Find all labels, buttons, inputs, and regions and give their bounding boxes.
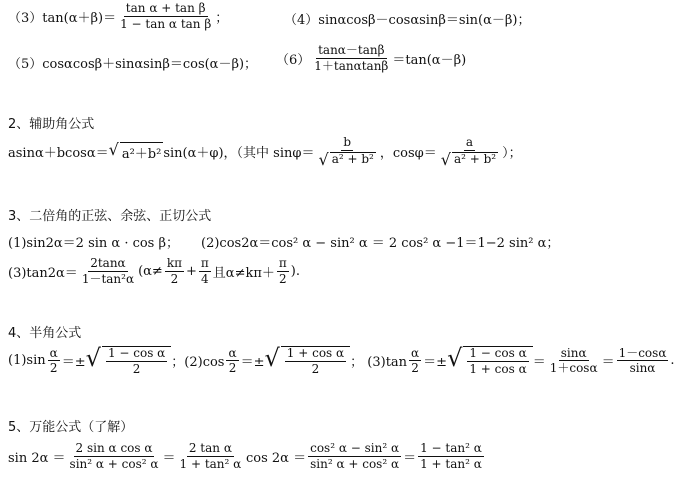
- formula-label: （3）: [8, 10, 43, 26]
- formula-lhs: tan(α＋β)＝: [42, 10, 117, 26]
- section-heading-half-angle: 4、半角公式: [8, 326, 82, 341]
- formula-4: （4） sinαcosβ－cosαsinβ＝sin(α－β)；: [284, 9, 530, 28]
- formula-universal-cos: cos 2α ＝ $\frac{\text{cos² α − sin² α}}{\text{sin² α + cos² α}}$ ＝ $\frac{\text{1 − tan² α}}{\text{1 + tan² α}}$: [246, 441, 482, 471]
- formula-double-tan: (3)tan2α＝ $\frac{2\tan\alpha}{\text{1－tan²α}}$ (α≠ $\frac{k\pi}{2}$ + $\frac{\pi}{4}$ 且α≠kπ＋ $\frac{\pi}{2}$ ).: [8, 256, 300, 286]
- fraction: $\frac{\pi}{4}$: [200, 256, 209, 286]
- sqrt: √ $\frac{\text{1 − cos α}}{\text{1 + cos α}}$: [447, 346, 533, 375]
- formula-label: （5）: [8, 57, 43, 72]
- section-heading-auxiliary: 2、辅助角公式: [8, 117, 95, 132]
- formula-auxiliary: asinα＋bcosα＝ √ a²＋b² sin(α＋φ)，（其中 sinφ＝ b √ a² + b² ，cosφ＝ a √ a² + b² ）；: [8, 135, 522, 169]
- section-heading-double-angle: 3、二倍角的正弦、余弦、正切公式: [8, 209, 212, 224]
- fraction: $\frac{\pi}{2}$: [278, 256, 287, 286]
- section-heading-universal: 5、万能公式（了解）: [8, 420, 134, 435]
- sqrt: √ $\frac{\text{1 − cos α}}{2}$: [86, 346, 172, 375]
- formula-double-cos: (2)cos2α＝cos² α − sin² α ＝ 2 cos² α −1＝1−2 sin² α；: [201, 236, 560, 251]
- fraction: $\frac{\alpha}{2}$: [49, 345, 58, 376]
- formula-label: （4）: [284, 13, 319, 28]
- fraction: $\frac{\text{2 sin α cos α}}{\text{sin² α + cos² α}}$: [69, 441, 159, 471]
- fraction: $\frac{\text{2 tan α}}{\text{1 + tan² α}}$: [179, 441, 242, 471]
- formula-label: （6）: [276, 52, 311, 68]
- fraction: a √ a² + b²: [440, 135, 497, 169]
- fraction: $\frac{\alpha}{2}$: [411, 345, 420, 376]
- fraction: $\frac{k\pi}{2}$: [166, 256, 182, 286]
- sqrt: √ a²＋b²: [108, 139, 162, 162]
- fraction: $\frac{\text{tan α + tan β}}{\text{1 − tan α tan β}}$: [120, 1, 212, 31]
- formula-universal-sin: sin 2α ＝ $\frac{\text{2 sin α cos α}}{\text{sin² α + cos² α}}$ ＝ $\frac{\text{2 tan α}}{\text{1 + tan² α}}$: [8, 441, 242, 471]
- fraction: $\frac{\sin\alpha}{1+\cos\alpha}$: [549, 345, 598, 376]
- fraction: b √ a² + b²: [318, 135, 374, 169]
- fraction: $\frac{1-\cos\alpha}{\sin\alpha}$: [618, 345, 667, 376]
- formula-half-angle: (1)sin $\frac{\alpha}{2}$ ＝± √ $\frac{\text{1 − cos α}}{2}$ ；(2)cos $\frac{\alpha}{2}$ ＝± √ $\frac{\text{1 + cos α}}{2}$ ； (3)tan $\frac{\alpha}{2}$ ＝± √ $\frac{\text{1 − cos α}}{\text{1 + cos α}}$ ＝ $\frac{\sin\alpha}{1+\cos\alpha}$ ＝ $\frac{1-\cos\alpha}{\sin\alpha}$ .: [8, 344, 675, 376]
- formula-double-sin: (1)sin2α＝2 sin α · cos β；: [8, 236, 180, 251]
- formula-5: （5） cosαcosβ＋sinαsinβ＝cos(α－β)；: [8, 53, 257, 72]
- fraction: $\frac{\tan\alpha-\tan\beta}{1+\tan\alpha\tan\beta}$: [314, 43, 389, 73]
- formula-6: （6） $\frac{\tan\alpha-\tan\beta}{1+\tan\alpha\tan\beta}$ ＝tan(α－β): [276, 43, 467, 73]
- formula-3: （3） tan(α＋β)＝ $\frac{\text{tan α + tan β}}{\text{1 − tan α tan β}}$ ；: [8, 1, 229, 31]
- sqrt: √ $\frac{\text{1 + cos α}}{2}$: [265, 346, 351, 375]
- fraction: $\frac{\text{cos² α − sin² α}}{\text{sin² α + cos² α}}$: [310, 441, 400, 471]
- fraction: $\frac{\alpha}{2}$: [228, 345, 237, 376]
- fraction: $\frac{2\tan\alpha}{\text{1－tan²α}}$: [81, 256, 135, 286]
- fraction: $\frac{\text{1 − tan² α}}{\text{1 + tan² α}}$: [420, 441, 482, 471]
